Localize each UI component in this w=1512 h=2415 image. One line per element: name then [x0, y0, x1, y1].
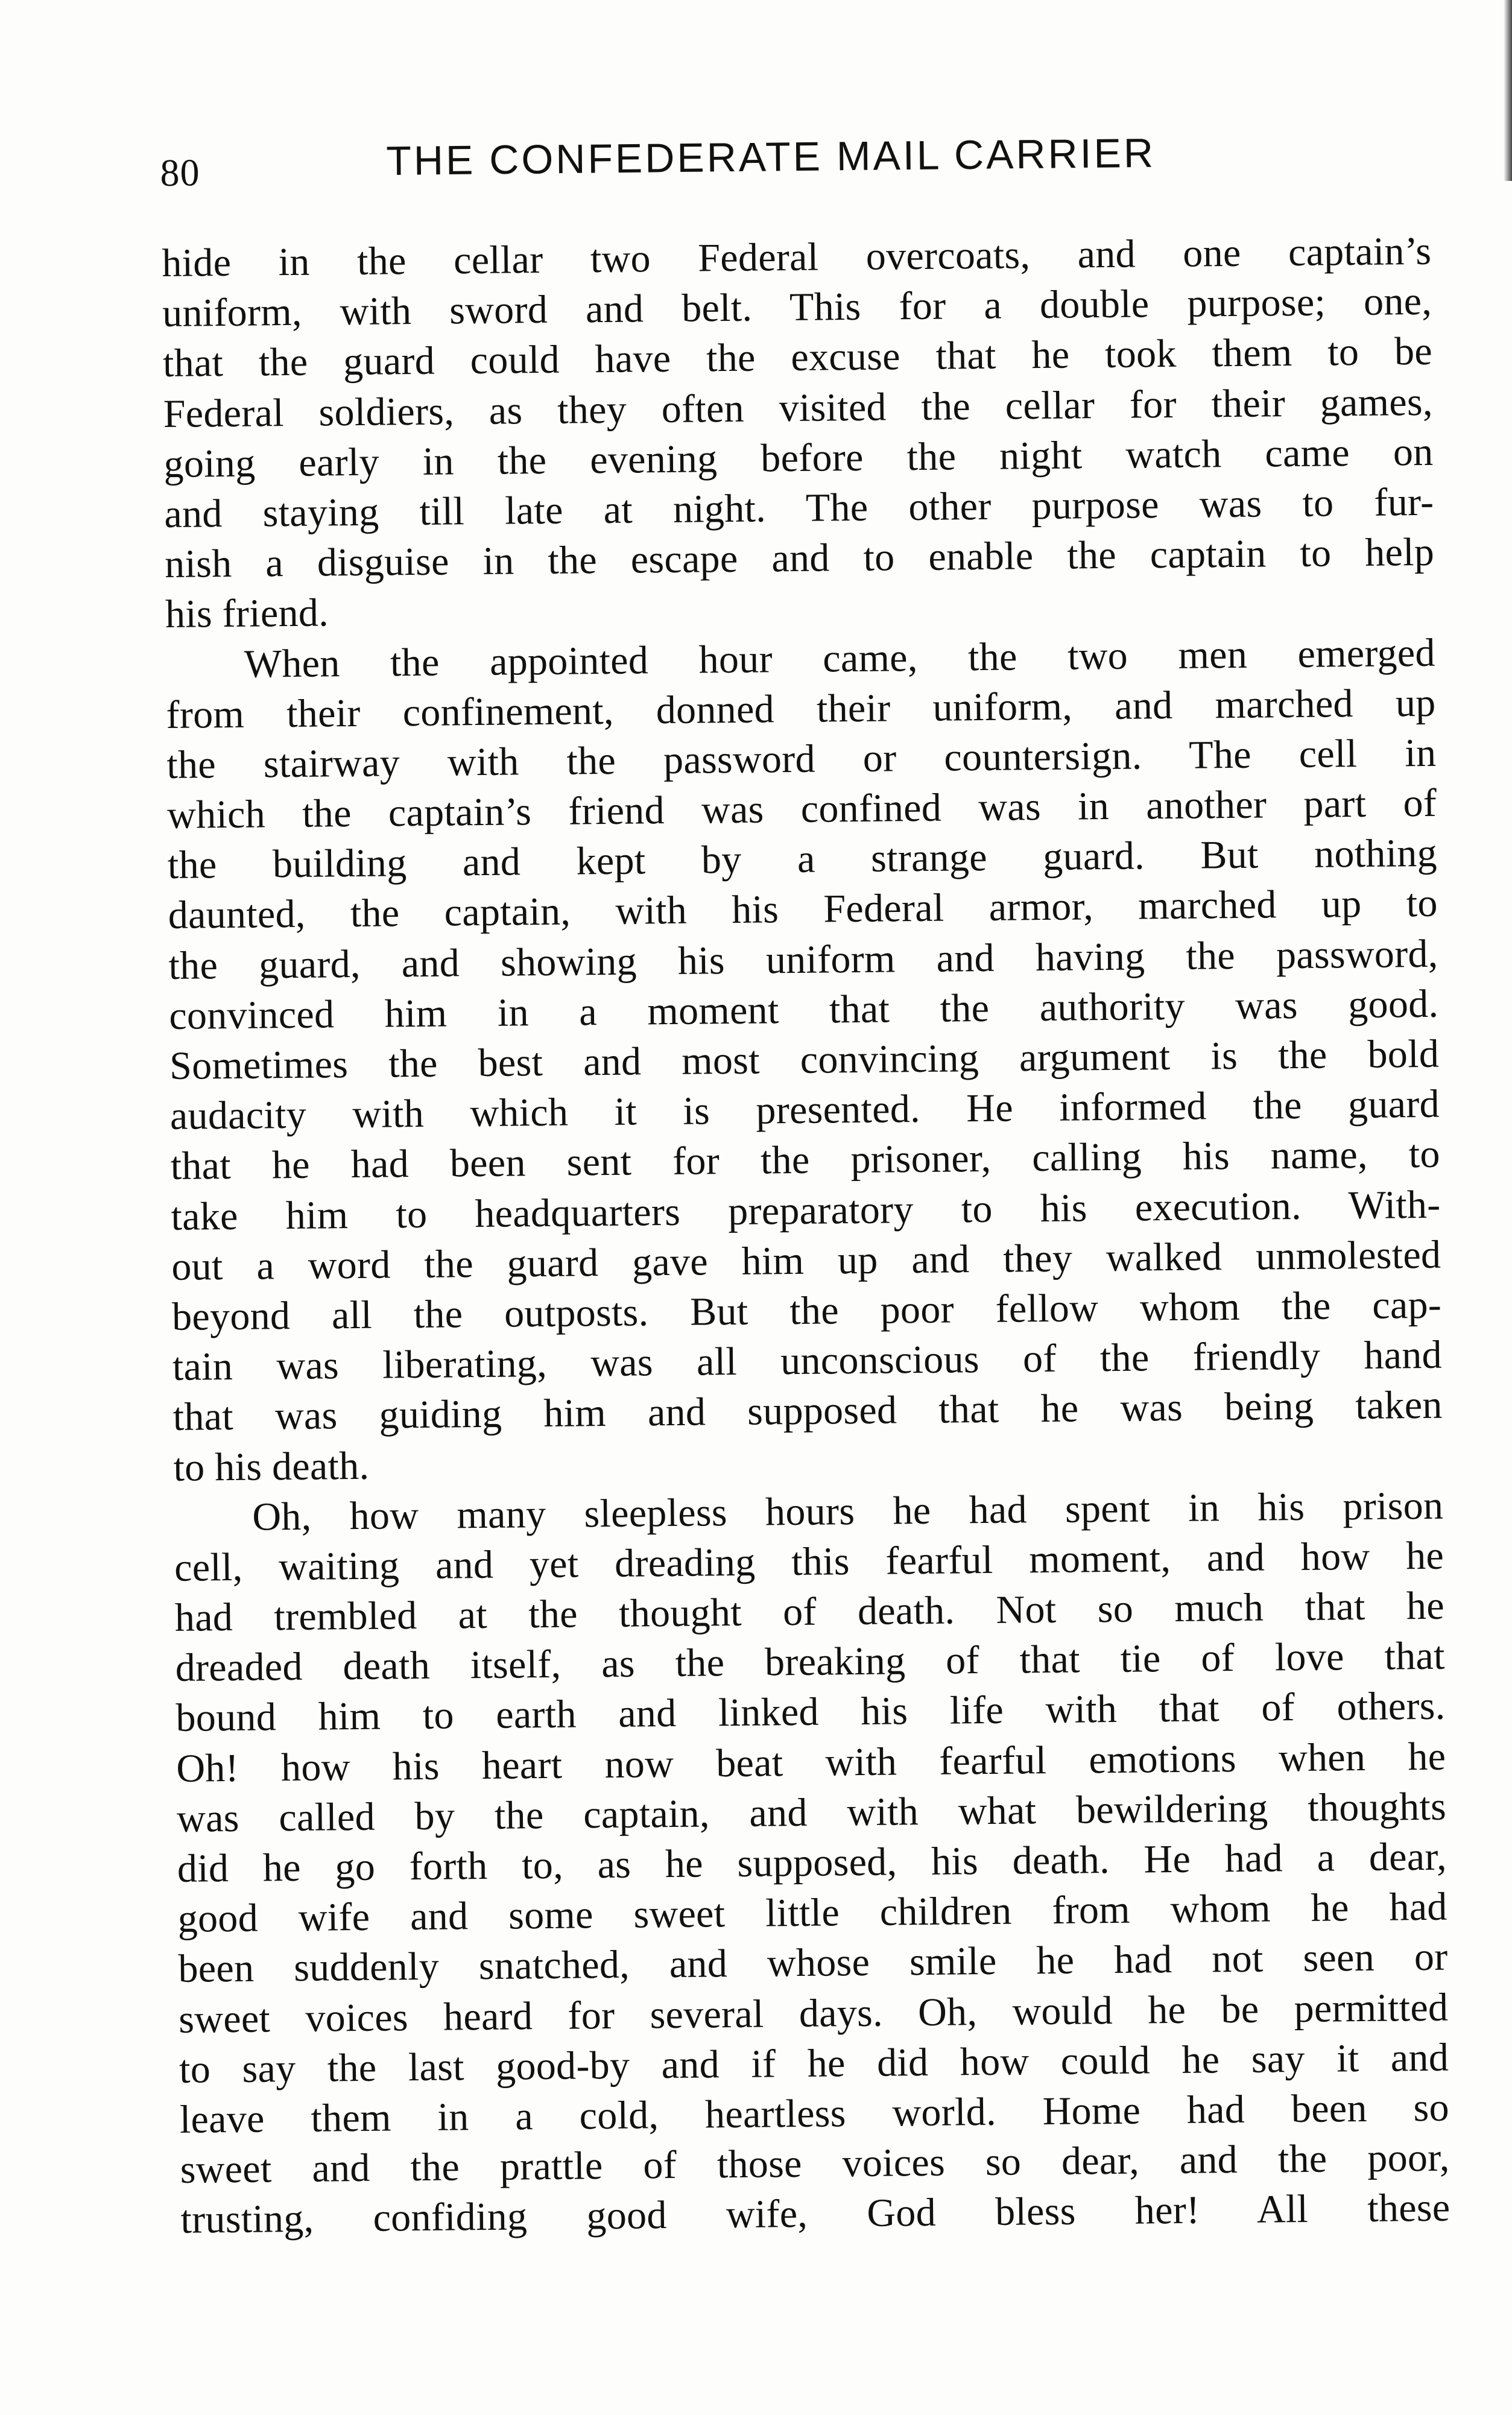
text-line: been suddenly snatched, and whose smile he had not seen or: [178, 1935, 1448, 1992]
text-line: hide in the cellar two Federal overcoats, and one captain’s: [162, 229, 1432, 285]
text-line: his friend.: [165, 590, 329, 637]
body-text: [162, 226, 1450, 2246]
text-line: that was guiding him and supposed that he was being taken: [172, 1383, 1443, 1440]
text-line: When the appointed hour came, the two men emerged: [244, 630, 1436, 686]
text-line: daunted, the captain, with his Federal armor, marched up to: [168, 881, 1438, 938]
text-line: that he had been sent for the prisoner, calling his name, to: [170, 1132, 1441, 1189]
text-line: was called by the captain, and with what bewildering thoughts: [176, 1784, 1447, 1841]
text-line: Oh! how his heart now beat with fearful emotions when he: [176, 1734, 1446, 1791]
text-line: to say the last good-by and if he did how could he say it and: [179, 2035, 1449, 2092]
text-line: that the guard could have the excuse that he took them to be: [162, 329, 1433, 386]
text-line: trusting, confiding good wife, God bless her! All these: [180, 2185, 1450, 2242]
text-line: dreaded death itself, as the breaking of that tie of love that: [175, 1633, 1446, 1691]
text-line: from their confinement, donned their uniform, and marched up: [166, 680, 1436, 737]
running-title: THE CONFEDERATE MAIL CARRIER: [385, 130, 1156, 185]
text-line: Oh, how many sleepless hours he had spent in his prison: [252, 1483, 1444, 1539]
text-line: Federal soldiers, as they often visited the cellar for their games,: [163, 379, 1434, 436]
text-line: the guard, and showing his uniform and having the password,: [168, 931, 1438, 988]
text-line: audacity with which it is presented. He informed the guard: [169, 1081, 1440, 1139]
text-line: the building and kept by a strange guard. But nothing: [167, 831, 1438, 888]
page-edge-shadow: [1504, 0, 1512, 181]
text-line: to his death.: [173, 1443, 370, 1490]
text-line: Sometimes the best and most convincing argument is the bold: [169, 1031, 1440, 1088]
text-line: good wife and some sweet little children from whom he had: [177, 1884, 1448, 1942]
text-line: leave them in a cold, heartless world. Home had been so: [179, 2085, 1450, 2142]
text-line: the stairway with the password or countersign. The cell in: [166, 730, 1437, 787]
page-number: 80: [160, 151, 200, 194]
text-line: nish a disguise in the escape and to enable the captain to help: [164, 530, 1435, 587]
text-line: and staying till late at night. The other purpose was to fur-: [164, 480, 1434, 536]
text-line: tain was liberating, was all unconscious of the friendly hand: [172, 1332, 1443, 1390]
text-line: did he go forth to, as he supposed, his death. He had a dear,: [177, 1834, 1447, 1891]
text-line: uniform, with sword and belt. This for a double purpose; one,: [162, 279, 1432, 336]
text-line: sweet voices heard for several days. Oh, would he be permitted: [178, 1985, 1449, 2042]
text-line: going early in the evening before the night watch came on: [163, 429, 1434, 486]
text-line: convinced him in a moment that the authority was good.: [169, 981, 1439, 1038]
text-line: sweet and the prattle of those voices so dear, and the poor,: [180, 2135, 1450, 2192]
text-line: out a word the guard gave him up and they walked unmolested: [171, 1232, 1441, 1289]
text-line: had trembled at the thought of death. Not so much that he: [174, 1583, 1445, 1640]
text-line: take him to headquarters preparatory to his execution. With-: [171, 1182, 1441, 1239]
text-line: which the captain’s friend was confined was in another part of: [166, 780, 1437, 838]
running-head: [160, 127, 1367, 194]
text-line: bound him to earth and linked his life with that of others.: [176, 1684, 1446, 1741]
text-line: cell, waiting and yet dreading this fearful moment, and how he: [174, 1533, 1444, 1590]
text-line: beyond all the outposts. But the poor fellow whom the cap-: [171, 1282, 1442, 1339]
